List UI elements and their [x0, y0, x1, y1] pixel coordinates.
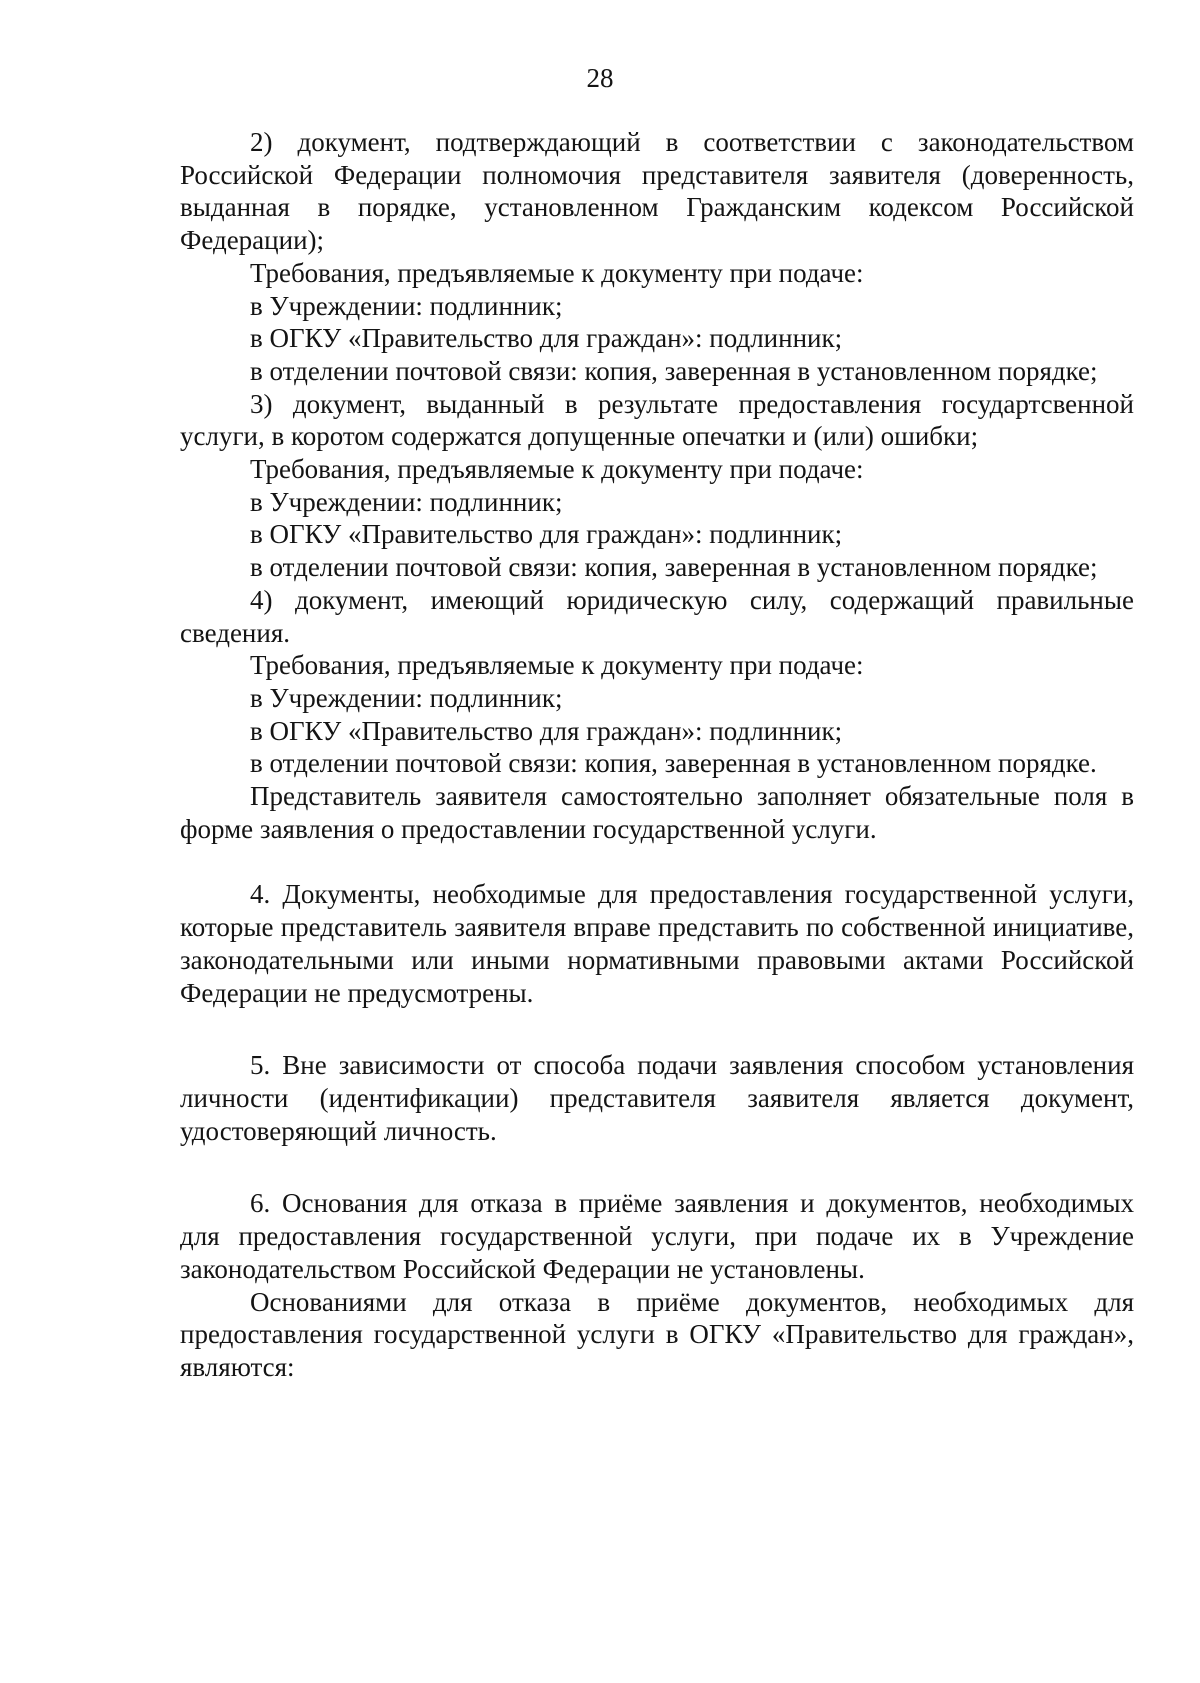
paragraph-section-4-documents: 4. Документы, необходимые для предоставления государственной услуги, которые представитель заявителя вправе представить по собственной инициативе, законодательными или иными нормативными правовыми актами Российской Федерации не предусмотрены. — [180, 879, 1134, 1008]
paragraph-ogku-original: в ОГКУ «Правительство для граждан»: подлинник; — [250, 323, 843, 354]
paragraph-ogku-refusal-grounds: Основаниями для отказа в приёме документов, необходимых для предоставления государственной услуги в ОГКУ «Правительство для граждан», являются: — [180, 1286, 1134, 1382]
paragraph-post-office-copy: в отделении почтовой связи: копия, заверенная в установленном порядке. — [250, 748, 1097, 779]
page-number: 28 — [586, 63, 614, 93]
paragraph-ogku-original: в ОГКУ «Правительство для граждан»: подлинник; — [250, 715, 843, 746]
paragraph-requirements-heading: Требования, предъявляемые к документу при подаче: — [250, 454, 864, 485]
paragraph-section-6-refusal-grounds: 6. Основания для отказа в приёме заявления и документов, необходимых для предоставления государственной услуги, при подаче их в Учреждение законодательством Российской Федерации не установлены. — [180, 1188, 1134, 1284]
paragraph-spacer — [180, 845, 1134, 878]
paragraph-post-office-copy: в отделении почтовой связи: копия, заверенная в установленном порядке; — [250, 355, 1098, 386]
paragraph-item-4-correct-document: 4) документ, имеющий юридическую силу, содержащий правильные сведения. — [180, 584, 1134, 648]
paragraph-item-2-representative-authority: 2) документ, подтверждающий в соответствии с законодательством Российской Федерации полномочия представителя заявителя (доверенность, выданная в порядке, установленном Гражданским кодексом Российской Федерации); — [180, 127, 1134, 256]
paragraph-section-5-identification: 5. Вне зависимости от способа подачи заявления способом установления личности (идентификации) представителя заявителя является документ, удостоверяющий личность. — [180, 1050, 1134, 1146]
paragraph-requirements-heading: Требования, предъявляемые к документу при подаче: — [250, 257, 864, 288]
document-body — [180, 126, 1134, 1384]
paragraph-spacer — [180, 1009, 1134, 1049]
paragraph-institution-original: в Учреждении: подлинник; — [250, 682, 563, 713]
paragraph-representative-fills-form: Представитель заявителя самостоятельно заполняет обязательные поля в форме заявления о предоставлении государственной услуги. — [180, 781, 1134, 844]
paragraph-spacer — [180, 1147, 1134, 1187]
paragraph-post-office-copy: в отделении почтовой связи: копия, заверенная в установленном порядке; — [250, 552, 1098, 583]
paragraph-item-3-erroneous-document: 3) документ, выданный в результате предоставления государтсвенной услуги, в коротом содержатся допущенные опечатки и (или) ошибки; — [180, 388, 1134, 452]
paragraph-requirements-heading: Требования, предъявляемые к документу при подаче: — [250, 650, 864, 681]
paragraph-ogku-original: в ОГКУ «Правительство для граждан»: подлинник; — [250, 519, 843, 550]
paragraph-institution-original: в Учреждении: подлинник; — [250, 290, 563, 321]
paragraph-institution-original: в Учреждении: подлинник; — [250, 486, 563, 517]
